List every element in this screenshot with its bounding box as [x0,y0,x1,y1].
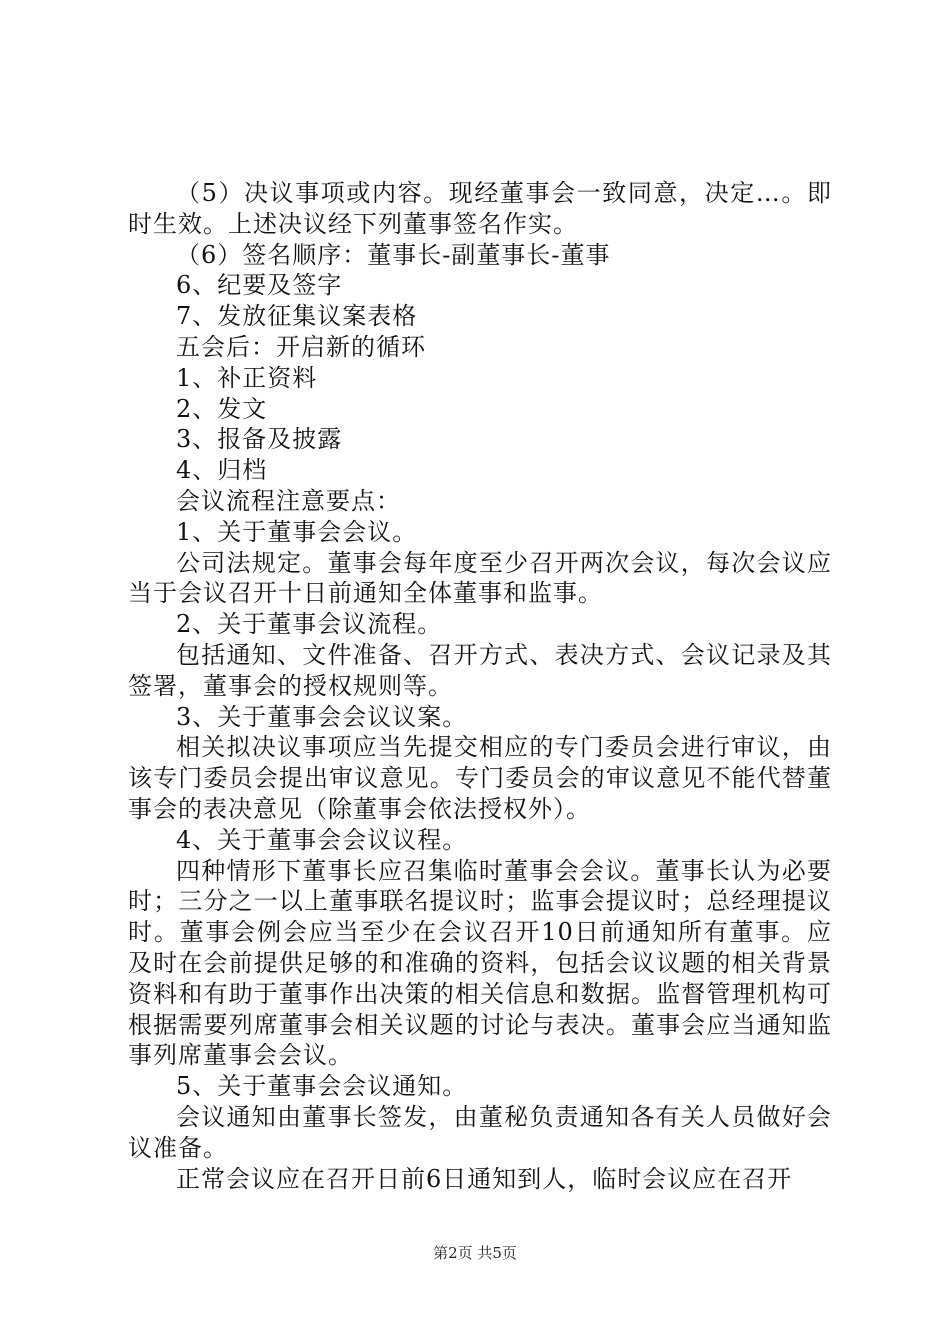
paragraph: （5）决议事项或内容。现经董事会一致同意，决定…。即时生效。上述决议经下列董事签名作实。 [128,179,832,238]
paragraph: 4、归档 [176,456,268,485]
paragraph: 会议通知由董事长签发，由董秘负责通知各有关人员做好会议准备。 [128,1102,832,1162]
paragraph: 相关拟决议事项应当先提交相应的专门委员会进行审议，由该专门委员会提出审议意见。专门委员会的审议意见不能代替董事会的表决意见（除董事会依法授权外）。 [128,733,832,823]
paragraph: 五会后：开启新的循环 [176,332,426,361]
paragraph: 会议流程注意要点： [176,486,401,515]
paragraph: 1、补正资料 [176,363,318,392]
paragraph: 4、关于董事会会议议程。 [176,825,468,854]
paragraph: 3、关于董事会会议议案。 [176,702,468,731]
paragraph: 2、关于董事会议流程。 [176,610,443,639]
document-body [128,178,832,1194]
paragraph: 6、纪要及签字 [176,271,343,300]
paragraph: 5、关于董事会会议通知。 [176,1072,468,1101]
paragraph: 7、发放征集议案表格 [176,302,418,331]
paragraph: 包括通知、文件准备、召开方式、表决方式、会议记录及其签署，董事会的授权规则等。 [128,640,832,700]
paragraph: 四种情形下董事长应召集临时董事会会议。董事长认为必要时；三分之一以上董事联名提议时；监事会提议时；总经理提议时。董事会例会应当至少在会议召开10日前通知所有董事。应及时在会前提供足够的和准确的资料，包括会议议题的相关背景资料和有助于董事作出决策的相关信息和数据。监督管理机构可根据需要列席董事会相关议题的讨论与表决。董事会应当通知监事列席董事会会议。 [128,856,832,1070]
paragraph: 正常会议应在召开日前6日通知到人，临时会议应在召开 [176,1164,793,1193]
paragraph: 2、发文 [176,394,268,423]
paragraph: 1、关于董事会会议。 [176,517,418,546]
paragraph: （6）签名顺序：董事长-副董事长-董事 [176,240,611,269]
page-number-footer: 第2页 共5页 [433,1244,517,1262]
paragraph: 3、报备及披露 [176,425,343,454]
paragraph: 公司法规定。董事会每年度至少召开两次会议，每次会议应当于会议召开十日前通知全体董事和监事。 [128,548,832,608]
